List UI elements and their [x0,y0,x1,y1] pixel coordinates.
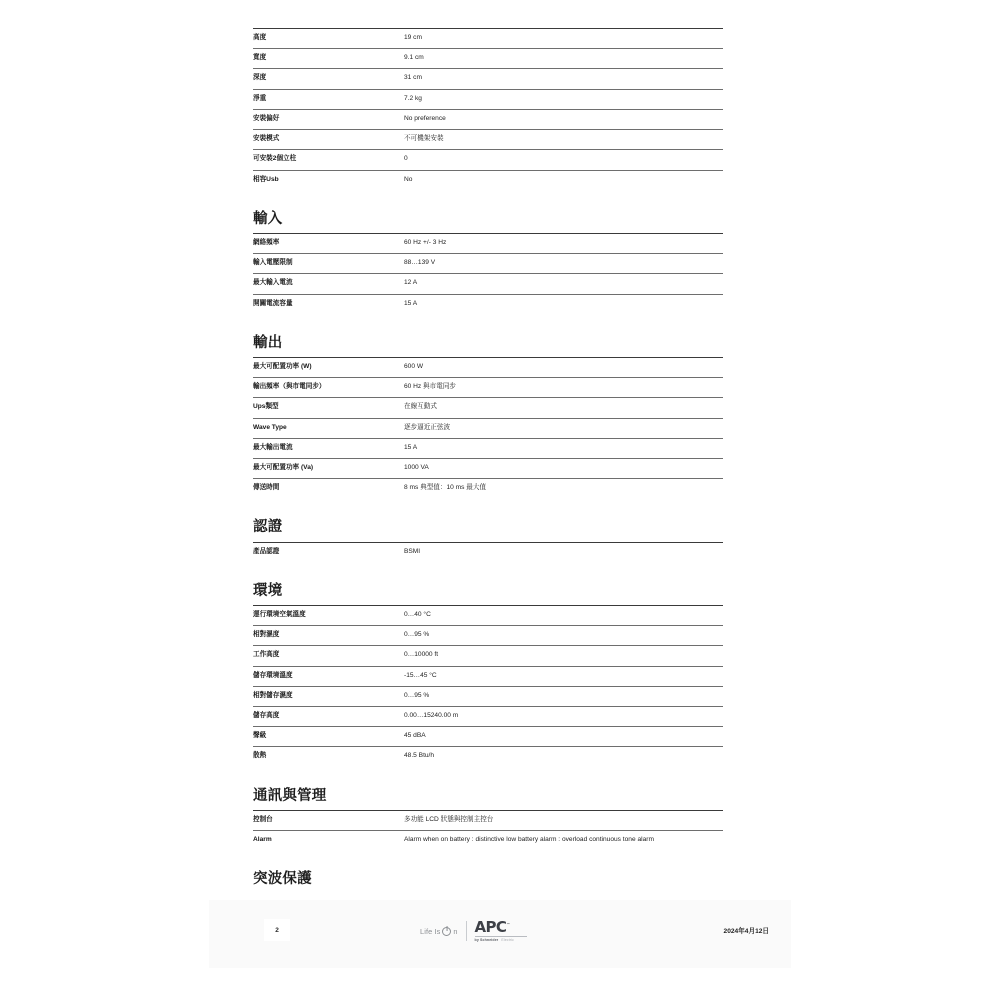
spec-section-input [253,210,723,314]
table-row [253,646,723,666]
table-row [253,233,723,253]
spec-value: 19 cm [404,34,422,41]
table-row [253,29,723,49]
spec-value: 在線互動式 [404,403,437,411]
table-row [253,810,723,830]
spec-value: 60 Hz +/- 3 Hz [404,238,447,246]
spec-label: 相對濕度 [253,631,280,639]
schneider-byline-text: by Schneider [474,937,499,942]
spec-label: 產品認證 [253,547,280,555]
spec-value: 31 cm [404,74,422,82]
spec-value: 15 A [404,299,418,307]
trademark-icon: ™ [506,921,511,927]
spec-value: 600 W [404,362,424,370]
table-row [253,666,723,686]
spec-label: 最大輸出電流 [253,443,293,451]
spec-label: Wave Type [253,423,287,431]
spec-label: 寬度 [253,54,267,62]
spec-label: 儲存環境溫度 [253,671,293,679]
apc-logo [474,917,527,942]
table-row [253,418,723,438]
table-row [253,747,723,767]
table-row [253,542,723,562]
spec-table [253,357,723,499]
table-row [253,294,723,314]
table-row [253,274,723,294]
spec-label: 相容Usb [253,175,279,183]
spec-value: 8 ms 典型值：10 ms 最大值 [404,484,487,492]
page-number: 2 [275,926,279,934]
page-number-box [264,919,290,941]
spec-section-certification [253,518,723,561]
spec-section-physical-continued [253,28,723,190]
spec-label: Ups類型 [253,403,279,411]
spec-label: 控制台 [253,815,273,823]
spec-value: 0…10000 ft [404,651,439,659]
table-row [253,605,723,625]
spec-section-output [253,334,723,499]
table-row [253,254,723,274]
spec-value: -15…45 °C [404,671,437,679]
spec-table [253,28,723,190]
spec-label: 開關電流容量 [253,299,293,307]
table-row [253,706,723,726]
table-row [253,69,723,89]
table-row [253,438,723,458]
table-row [253,130,723,150]
spec-label: 散熱 [253,752,267,760]
table-row [253,686,723,706]
spec-value: No preference [404,114,446,122]
page-footer [209,900,791,968]
spec-label: 最大可配置功率 (W) [253,362,312,370]
spec-section-surge-protection [253,870,723,888]
table-row [253,727,723,747]
tagline-suffix: n [453,926,458,936]
table-row [253,357,723,377]
spec-label: 高度 [253,34,267,41]
section-heading: 通訊與管理 [253,787,327,804]
spec-value: Alarm when on battery : distinctive low battery alarm : overload continuous tone alarm [404,835,654,843]
table-row [253,479,723,499]
spec-value: 逐步逼近正弦波 [404,423,451,431]
apc-wordmark [474,917,511,936]
spec-label: 可安裝2個立柱 [253,155,297,163]
spec-section-environment [253,582,723,767]
spec-value: 45 dBA [404,732,426,740]
section-heading: 突波保護 [253,871,312,888]
spec-value: BSMI [404,547,421,555]
schneider-byline [475,939,514,943]
table-row [253,49,723,69]
spec-value: 0…40 °C [404,610,431,618]
spec-table [253,810,723,850]
brand-divider [466,921,467,941]
spec-value: 48.5 Btu/h [404,752,435,760]
table-row [253,89,723,109]
spec-value: 0…95 % [404,691,430,699]
spec-value: 多功能 LCD 狀態與控制主控台 [404,815,494,823]
spec-label: 安裝模式 [253,135,280,143]
spec-value: 7.2 kg [404,94,422,102]
spec-value: 1000 VA [404,463,429,471]
table-row [253,830,723,850]
table-row [253,398,723,418]
spec-label: 網絡頻率 [253,238,280,246]
spec-label: 傳送時間 [253,484,280,492]
spec-label: 最大輸入電流 [253,279,293,287]
spec-value: No [404,175,413,183]
specification-document [253,28,723,893]
spec-label: 輸出頻率（與市電同步） [253,383,326,391]
spec-label: 淨重 [253,94,267,102]
apc-underline [475,936,527,937]
spec-value: 不可機架安裝 [404,135,444,143]
spec-label: Alarm [253,835,272,843]
spec-label: 工作高度 [253,651,280,659]
table-row [253,109,723,129]
spec-value: 88…139 V [404,259,436,267]
spec-table [253,233,723,314]
spec-value: 15 A [404,443,418,451]
power-icon [442,927,451,936]
spec-label: 最大可配置功率 (Va) [253,463,314,471]
schneider-byline-faint: Electric [501,937,514,942]
spec-value: 9.1 cm [404,54,424,62]
table-row [253,378,723,398]
spec-label: 安裝偏好 [253,114,280,122]
spec-value: 0.00…15240.00 m [404,711,459,719]
tagline-text: Life Is [420,926,441,936]
spec-section-communication-management [253,787,723,851]
spec-label: 聲級 [253,732,267,740]
table-row [253,458,723,478]
section-heading: 輸入 [253,210,283,227]
spec-label: 相對儲存濕度 [253,691,293,699]
apc-brand-lockup [420,919,527,943]
section-heading: 輸出 [253,334,283,351]
section-heading: 環境 [253,582,283,599]
spec-table [253,542,723,562]
spec-table [253,605,723,767]
footer-date: 2024年4月12日 [723,928,769,935]
spec-label: 運行環境空氣溫度 [253,610,306,618]
section-heading: 認證 [253,519,283,536]
table-row [253,170,723,190]
spec-value: 0…95 % [404,631,430,639]
table-row [253,626,723,646]
table-row [253,150,723,170]
spec-label: 輸入電壓限制 [253,259,293,267]
spec-label: 深度 [253,74,267,82]
spec-value: 60 Hz 與市電同步 [404,383,457,391]
spec-value: 0 [404,155,408,163]
spec-label: 儲存高度 [253,711,280,719]
life-is-on-tagline [420,927,458,936]
apc-wordmark-text: APC [474,917,507,936]
spec-value: 12 A [404,279,418,287]
